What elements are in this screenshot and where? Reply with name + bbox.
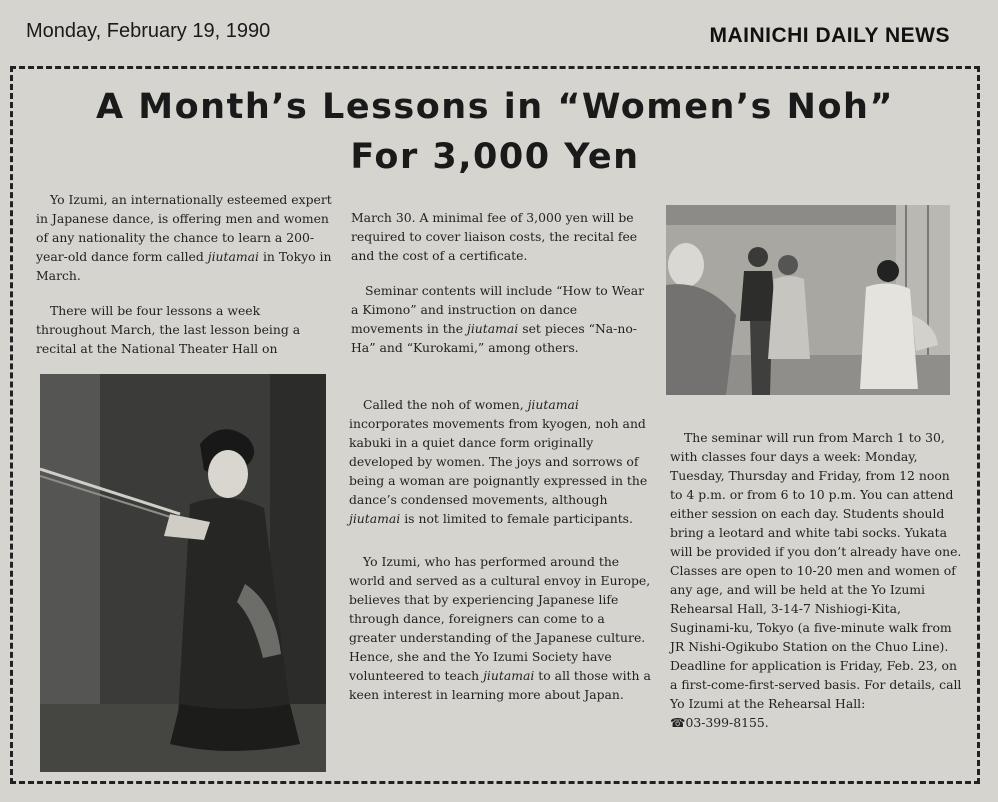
italic-term: jiutamai	[349, 511, 401, 526]
column-1	[36, 190, 332, 374]
newspaper-name: MAINICHI DAILY NEWS	[709, 24, 950, 47]
column-2-top	[351, 208, 651, 373]
paragraph	[36, 190, 332, 285]
headline	[30, 82, 960, 182]
text: Yo Izumi, an internationally esteemed expert in Japanese dance, is offering men and women of any nationality the chance to learn a 200-year-old dance form called	[36, 192, 332, 264]
italic-term: jiutamai	[207, 249, 260, 264]
headline-line-1: A Month’s Lessons in “Women’s Noh”	[96, 87, 894, 127]
paragraph: There will be four lessons a week throughout March, the last lesson being a recital at the National Theater Hall on	[36, 303, 301, 356]
text: set pieces “Na-no-Ha” and “Kurokami,” among others.	[351, 321, 637, 355]
telephone-icon: ☎	[670, 715, 686, 730]
dancer-photo	[40, 374, 326, 772]
text: Seminar contents will include “How to Wear a Kimono” and instruction on dance movements in the	[351, 283, 645, 336]
class-photo	[666, 205, 950, 395]
issue-date: Monday, February 19, 1990	[26, 20, 271, 42]
italic-term: jiutamai	[467, 321, 519, 336]
column-2-bottom	[349, 395, 651, 720]
text: is not limited to female participants.	[400, 511, 633, 526]
paragraph	[670, 428, 962, 732]
headline-line-2: For 3,000 Yen	[350, 137, 640, 177]
class-photo-illustration	[666, 205, 950, 395]
paragraph	[349, 395, 651, 528]
text: in Tokyo in March.	[36, 249, 332, 283]
text: incorporates movements from kyogen, noh and kabuki in a quiet dance form originally developed by women. The joys and sorrows of being a woman are poignantly expressed in the dance’s condensed movements, although	[349, 416, 648, 507]
paragraph	[351, 281, 651, 357]
paragraph: March 30. A minimal fee of 3,000 yen will be required to cover liaison costs, the recital fee and the cost of a certificate.	[351, 210, 638, 263]
text: to all those with a keen interest in learning more about Japan.	[349, 668, 651, 702]
paragraph	[349, 552, 651, 704]
column-3	[670, 428, 962, 732]
italic-term: jiutamai	[527, 397, 579, 412]
text: Yo Izumi, who has performed around the world and served as a cultural envoy in Europe, believes that by experiencing Japanese life through dance, foreigners can come to a greater understanding of the Japanese culture. Hence, she and the Yo Izumi Society have volunteered to teach	[349, 554, 651, 683]
dancer-photo-illustration	[40, 374, 326, 772]
text: Called the noh of women,	[363, 397, 528, 412]
text: The seminar will run from March 1 to 30, with classes four days a week: Monday, Tuesday, Thursday and Friday, from 12 noon to 4 p.m. or from 6 to 10 p.m. You can attend either session on each day. Students should bring a leotard and white tabi socks. Yukata will be provided if you don’t already have one. Classes are open to 10-20 men and women of any age, and will be held at the Yo Izumi Rehearsal Hall, 3-14-7 Nishiogi-Kita, Suginami-ku, Tokyo (a five-minute walk from JR Nishi-Ogikubo Station on the Chuo Line). Deadline for application is Friday, Feb. 23, on a first-come-first-served basis. For details, call Yo Izumi at the Rehearsal Hall:	[670, 430, 962, 711]
phone-number: 03-399-8155.	[685, 715, 769, 730]
italic-term: jiutamai	[483, 668, 535, 683]
